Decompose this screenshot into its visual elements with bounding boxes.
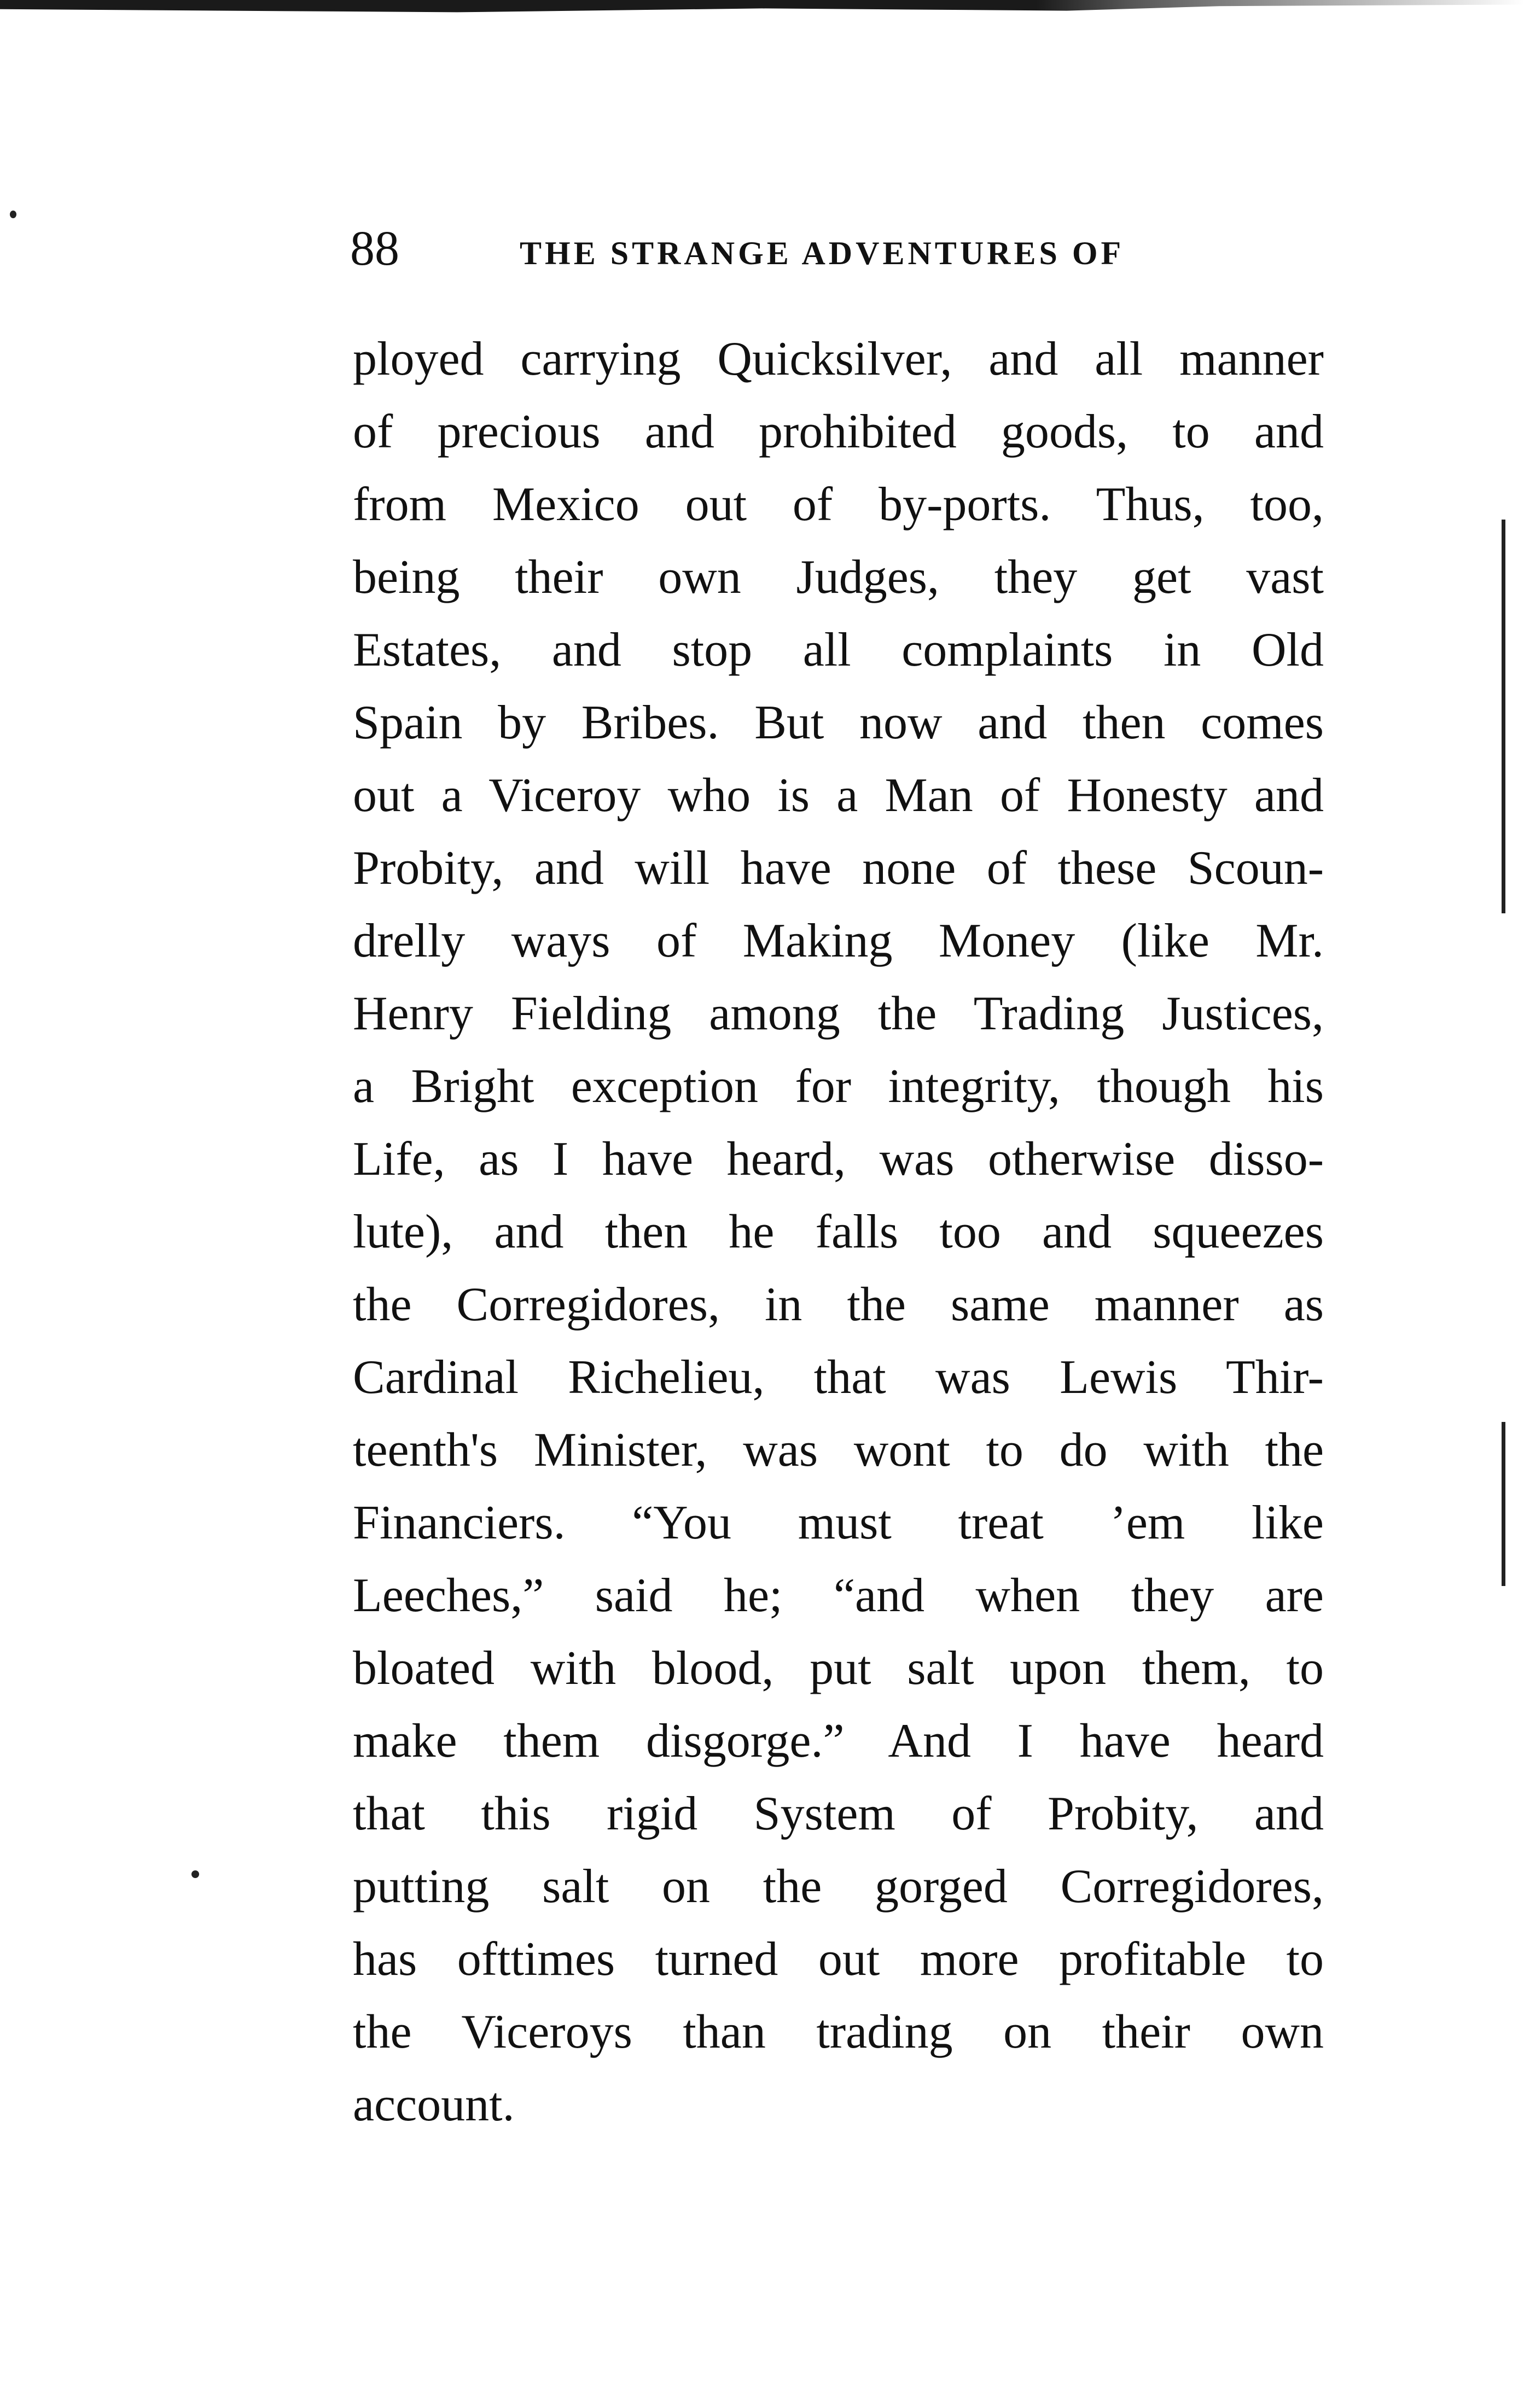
text-line: the Viceroys than trading on their own [353,2005,1324,2059]
text-line: lute), and then he falls too and squeezes [353,1205,1324,1258]
text-line: a Bright exception for integrity, though his [353,1060,1324,1113]
text-line: being their own Judges, they get vast [353,551,1324,604]
margin-speck [191,1870,199,1878]
running-head [350,219,1335,284]
text-line: Financiers. “You must treat ’em like [353,1496,1324,1549]
body-text [353,323,1324,2141]
right-edge-line [1502,520,1505,913]
text-line: has ofttimes turned out more profitable to [353,1933,1324,1986]
right-edge-line-lower [1502,1422,1505,1586]
text-line: Cardinal Richelieu, that was Lewis Thir- [353,1351,1324,1404]
text-line: drelly ways of Making Money (like Mr. [353,914,1324,967]
text-line: make them disgorge.” And I have heard [353,1715,1324,1768]
text-line: Henry Fielding among the Trading Justices, [353,987,1324,1040]
text-line: Leeches,” said he; “and when they are [353,1569,1324,1622]
text-line: putting salt on the gorged Corregidores, [353,1860,1324,1913]
text-line: Probity, and will have none of these Scoun- [353,842,1324,895]
text-line: the Corregidores, in the same manner as [353,1278,1324,1331]
page-number: 88 [350,221,399,276]
text-line: Estates, and stop all complaints in Old [353,623,1324,677]
text-line-last: account. [353,2078,515,2131]
text-line: from Mexico out of by-ports. Thus, too, [353,478,1324,531]
text-line: out a Viceroy who is a Man of Honesty and [353,769,1324,822]
text-line: that this rigid System of Probity, and [353,1787,1324,1840]
text-line: ployed carrying Quicksilver, and all manner [353,333,1324,386]
margin-speck [10,211,16,218]
top-edge-rule [0,0,1524,15]
text-line: bloated with blood, put salt upon them, to [353,1642,1324,1695]
text-line: teenth's Minister, was wont to do with the [353,1424,1324,1477]
text-line: Spain by Bribes. But now and then comes [353,696,1324,749]
running-title: THE STRANGE ADVENTURES OF [520,235,1125,271]
text-line: of precious and prohibited goods, to and [353,405,1324,458]
text-line: Life, as I have heard, was otherwise disso- [353,1133,1324,1186]
